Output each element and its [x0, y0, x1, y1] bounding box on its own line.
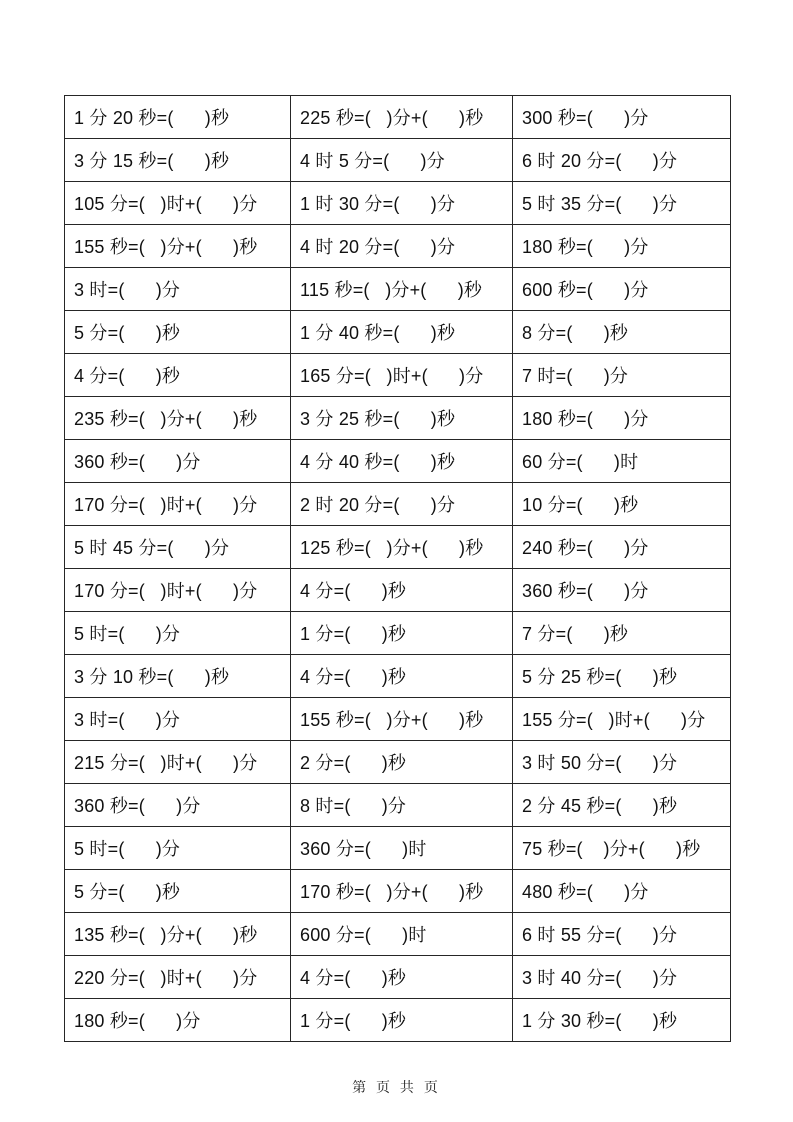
exercise-cell: 1 分=( )秒: [291, 999, 513, 1042]
exercise-cell: 240 秒=( )分: [513, 526, 731, 569]
exercise-cell: 215 分=( )时+( )分: [65, 741, 291, 784]
table-row: [65, 655, 731, 698]
exercise-cell: 3 时 40 分=( )分: [513, 956, 731, 999]
exercise-cell: 6 时 55 分=( )分: [513, 913, 731, 956]
table-row: [65, 956, 731, 999]
table-row: [65, 999, 731, 1042]
exercise-cell: 180 秒=( )分: [513, 225, 731, 268]
exercise-cell: 135 秒=( )分+( )秒: [65, 913, 291, 956]
table-row: [65, 182, 731, 225]
exercise-cell: 170 秒=( )分+( )秒: [291, 870, 513, 913]
exercise-cell: 180 秒=( )分: [65, 999, 291, 1042]
exercise-cell: 1 分=( )秒: [291, 612, 513, 655]
exercise-cell: 3 分 15 秒=( )秒: [65, 139, 291, 182]
exercise-cell: 600 秒=( )分: [513, 268, 731, 311]
exercise-cell: 220 分=( )时+( )分: [65, 956, 291, 999]
time-conversion-table: [64, 95, 731, 1042]
exercise-cell: 4 时 5 分=( )分: [291, 139, 513, 182]
exercise-cell: 170 分=( )时+( )分: [65, 569, 291, 612]
exercise-cell: 5 分=( )秒: [65, 311, 291, 354]
exercise-cell: 60 分=( )时: [513, 440, 731, 483]
exercise-cell: 360 分=( )时: [291, 827, 513, 870]
table-row: [65, 698, 731, 741]
exercise-cell: 155 秒=( )分+( )秒: [65, 225, 291, 268]
exercise-cell: 3 时 50 分=( )分: [513, 741, 731, 784]
exercise-cell: 360 秒=( )分: [513, 569, 731, 612]
exercise-cell: 225 秒=( )分+( )秒: [291, 96, 513, 139]
table-row: [65, 268, 731, 311]
exercise-cell: 105 分=( )时+( )分: [65, 182, 291, 225]
page-footer: 第 页 共 页: [352, 1079, 441, 1095]
exercise-cell: 5 时 35 分=( )分: [513, 182, 731, 225]
exercise-cell: 600 分=( )时: [291, 913, 513, 956]
table-row: [65, 827, 731, 870]
table-row: [65, 784, 731, 827]
exercise-cell: 5 时=( )分: [65, 612, 291, 655]
exercise-cell: 5 时=( )分: [65, 827, 291, 870]
exercise-cell: 10 分=( )秒: [513, 483, 731, 526]
table-row: [65, 870, 731, 913]
exercise-cell: 3 时=( )分: [65, 268, 291, 311]
exercise-cell: 2 分=( )秒: [291, 741, 513, 784]
exercise-cell: 7 分=( )秒: [513, 612, 731, 655]
exercise-cell: 2 分 45 秒=( )秒: [513, 784, 731, 827]
exercise-cell: 8 分=( )秒: [513, 311, 731, 354]
exercise-cell: 300 秒=( )分: [513, 96, 731, 139]
exercise-cell: 170 分=( )时+( )分: [65, 483, 291, 526]
exercise-cell: 165 分=( )时+( )分: [291, 354, 513, 397]
exercise-cell: 5 时 45 分=( )分: [65, 526, 291, 569]
exercise-cell: 8 时=( )分: [291, 784, 513, 827]
exercise-cell: 75 秒=( )分+( )秒: [513, 827, 731, 870]
exercise-cell: 480 秒=( )分: [513, 870, 731, 913]
exercise-cell: 5 分 25 秒=( )秒: [513, 655, 731, 698]
exercise-cell: 6 时 20 分=( )分: [513, 139, 731, 182]
table-row: [65, 913, 731, 956]
exercise-cell: 1 分 40 秒=( )秒: [291, 311, 513, 354]
exercise-cell: 4 分=( )秒: [65, 354, 291, 397]
table-row: [65, 397, 731, 440]
table-row: [65, 741, 731, 784]
table-row: [65, 483, 731, 526]
exercise-cell: 2 时 20 分=( )分: [291, 483, 513, 526]
exercise-cell: 3 时=( )分: [65, 698, 291, 741]
exercise-cell: 4 分=( )秒: [291, 655, 513, 698]
exercise-cell: 235 秒=( )分+( )秒: [65, 397, 291, 440]
exercise-cell: 3 分 25 秒=( )秒: [291, 397, 513, 440]
table-row: [65, 96, 731, 139]
exercise-cell: 360 秒=( )分: [65, 784, 291, 827]
table-row: [65, 440, 731, 483]
exercise-cell: 155 秒=( )分+( )秒: [291, 698, 513, 741]
exercise-cell: 3 分 10 秒=( )秒: [65, 655, 291, 698]
table-row: [65, 225, 731, 268]
exercise-cell: 180 秒=( )分: [513, 397, 731, 440]
exercise-cell: 1 时 30 分=( )分: [291, 182, 513, 225]
exercise-cell: 1 分 20 秒=( )秒: [65, 96, 291, 139]
exercise-cell: 115 秒=( )分+( )秒: [291, 268, 513, 311]
table-row: [65, 139, 731, 182]
table-row: [65, 569, 731, 612]
table-row: [65, 526, 731, 569]
exercise-cell: 155 分=( )时+( )分: [513, 698, 731, 741]
table-row: [65, 612, 731, 655]
exercise-cell: 4 时 20 分=( )分: [291, 225, 513, 268]
table-row: [65, 311, 731, 354]
exercise-cell: 125 秒=( )分+( )秒: [291, 526, 513, 569]
exercise-cell: 7 时=( )分: [513, 354, 731, 397]
exercise-cell: 5 分=( )秒: [65, 870, 291, 913]
exercise-cell: 4 分=( )秒: [291, 956, 513, 999]
exercise-cell: 4 分=( )秒: [291, 569, 513, 612]
exercise-cell: 1 分 30 秒=( )秒: [513, 999, 731, 1042]
table-row: [65, 354, 731, 397]
exercise-cell: 4 分 40 秒=( )秒: [291, 440, 513, 483]
exercise-cell: 360 秒=( )分: [65, 440, 291, 483]
